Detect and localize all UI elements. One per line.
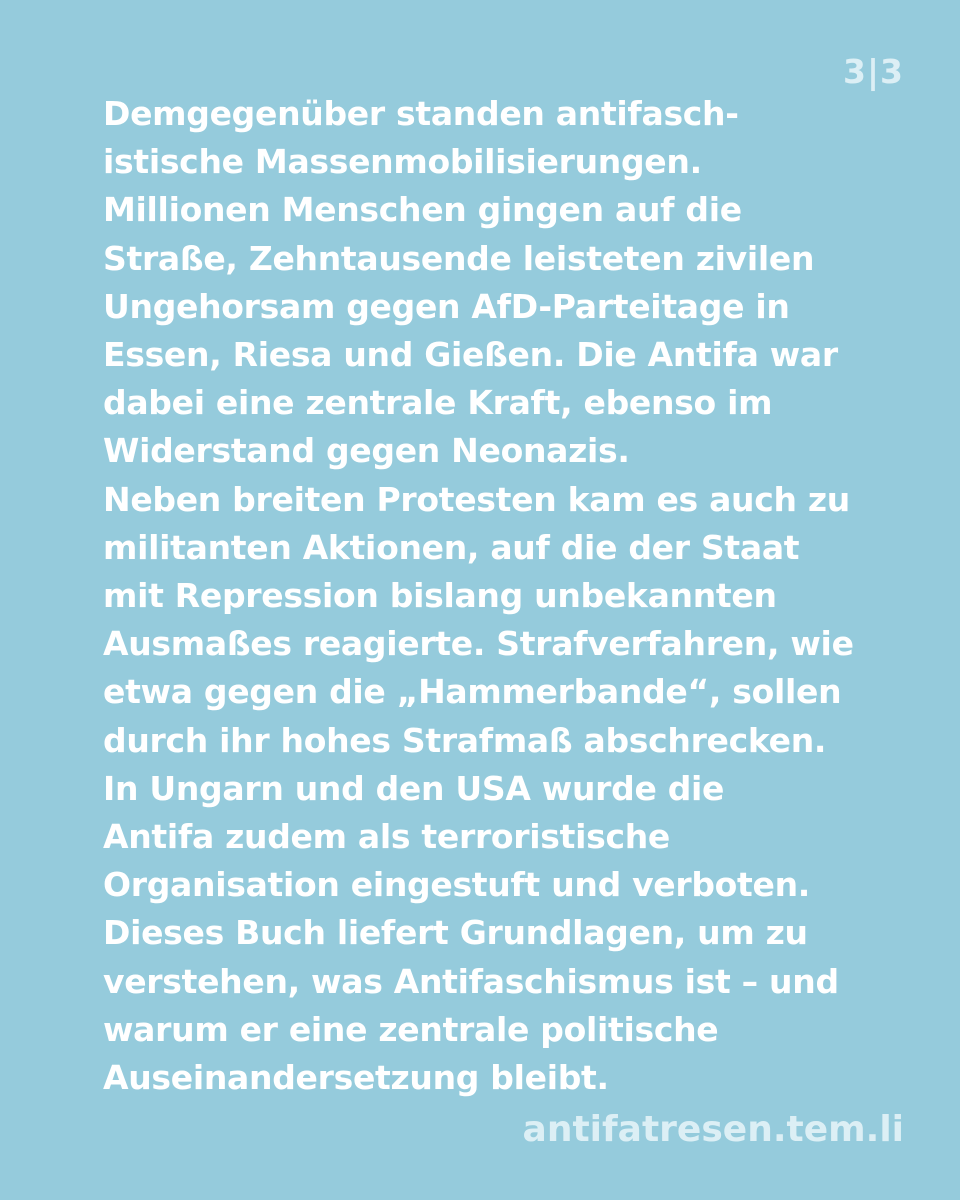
body-line: Straße, Zehntausende leisteten zivilen bbox=[103, 238, 815, 278]
body-line: Auseinandersetzung bleibt. bbox=[103, 1058, 609, 1098]
body-line: istische Massenmobilisierungen. bbox=[103, 142, 702, 182]
body-line: durch ihr hohes Strafmaß abschrecken. bbox=[103, 720, 827, 760]
body-line: Essen, Riesa und Gießen. Die Antifa war bbox=[103, 335, 838, 375]
body-line: Dieses Buch liefert Grundlagen, um zu bbox=[103, 913, 808, 953]
page-counter: 3|3 bbox=[843, 52, 904, 91]
body-line: etwa gegen die „Hammerbande“, sollen bbox=[103, 672, 842, 712]
body-line: mit Repression bislang unbekannten bbox=[103, 576, 777, 616]
body-line: warum er eine zentrale politische bbox=[103, 1009, 719, 1049]
body-line: Organisation eingestuft und verboten. bbox=[103, 865, 811, 905]
body-line: Antifa zudem als terroristische bbox=[103, 817, 670, 857]
body-line: In Ungarn und den USA wurde die bbox=[103, 768, 725, 808]
body-line: verstehen, was Antifaschismus ist – und bbox=[103, 961, 839, 1001]
body-line: Neben breiten Protesten kam es auch zu bbox=[103, 479, 850, 519]
body-line: Ausmaßes reagierte. Strafverfahren, wie bbox=[103, 624, 854, 664]
body-line: militanten Aktionen, auf die der Staat bbox=[103, 527, 800, 567]
body-line: Widerstand gegen Neonazis. bbox=[103, 431, 630, 471]
body-line: dabei eine zentrale Kraft, ebenso im bbox=[103, 383, 773, 423]
body-line: Demgegenüber standen antifasch- bbox=[103, 94, 739, 133]
body-line: Ungehorsam gegen AfD-Parteitage in bbox=[103, 286, 790, 326]
body-text bbox=[103, 90, 933, 1102]
website-url: antifatresen.tem.li bbox=[522, 1109, 904, 1150]
body-line: Millionen Menschen gingen auf die bbox=[103, 190, 742, 230]
